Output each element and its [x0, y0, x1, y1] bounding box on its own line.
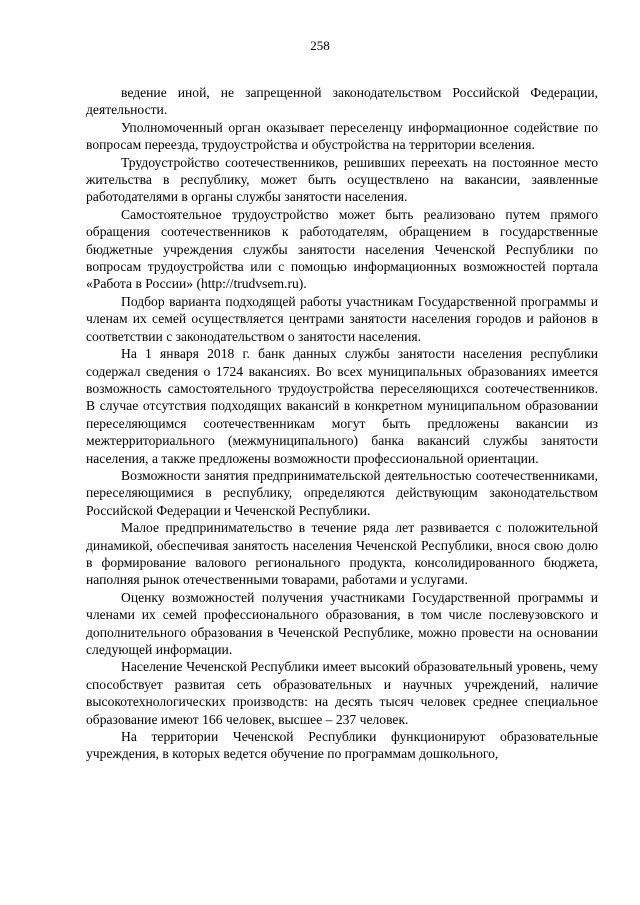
paragraph: Самостоятельное трудоустройство может быть реализовано путем прямого обращения соотечественников к работодателям, обращением в государственные бюджетные учреждения службы занятости населения Чеченской Республики по вопросам трудоустройства или с помощью информационных возможностей портала «Работа в России» (http://trudvsem.ru). — [86, 206, 598, 292]
paragraph: Малое предпринимательство в течение ряда лет развивается с положительной динамикой, обеспечивая занятость населения Чеченской Республики, внося свою долю в формирование валового регионального продукта, консолидированного бюджета, наполняя рынок отечественными товарами, работами и услугами. — [86, 520, 598, 588]
paragraph: На 1 января 2018 г. банк данных службы занятости населения республики содержал сведения о 1724 вакансиях. Во всех муниципальных образованиях имеется возможность самостоятельного трудоустройства переселяющихся соотечественников. В случае отсутствия подходящих вакансий в конкретном муниципальном образовании переселяющимся соотечественникам могут быть предложены вакансии из межтерриториального (межмуниципального) банка вакансий службы занятости населения, а также предложены возможности профессиональной ориентации. — [86, 346, 598, 466]
paragraph: Трудоустройство соотечественников, решивших переехать на постоянное место жительства в республику, может быть осуществлено на вакансии, заявленные работодателями в органы службы занятости населения. — [86, 154, 598, 205]
paragraph: Население Чеченской Республики имеет высокий образовательный уровень, чему способствует развитая сеть образовательных и научных учреждений, наличие высокотехнологических производств: на десять тысяч человек среднее специальное образование имеют 166 человек, высшее – 237 человек. — [86, 659, 598, 727]
paragraph: Оценку возможностей получения участниками Государственной программы и членами их семей профессионального образования, в том числе послевузовского и дополнительного образования в Чеченской Республике, можно провести на основании следующей информации. — [86, 589, 598, 657]
paragraph: Уполномоченный орган оказывает переселенцу информационное содействие по вопросам переезда, трудоустройства и обустройства на территории вселения. — [86, 119, 598, 153]
paragraph: ведение иной, не запрещенной законодательством Российской Федерации, деятельности. — [86, 85, 598, 118]
page-number: 258 — [310, 38, 330, 53]
body-text — [86, 84, 598, 763]
paragraph: На территории Чеченской Республики функционируют образовательные учреждения, в которых ведется обучение по программам дошкольного, — [86, 729, 598, 762]
paragraph: Подбор варианта подходящей работы участникам Государственной программы и членам их семей осуществляется центрами занятости населения городов и районов в соответствии с законодательством о занятости населения. — [86, 293, 598, 344]
paragraph: Возможности занятия предпринимательской деятельностью соотечественниками, переселяющимися в республику, определяются действующим законодательством Российской Федерации и Чеченской Республики. — [86, 467, 598, 518]
